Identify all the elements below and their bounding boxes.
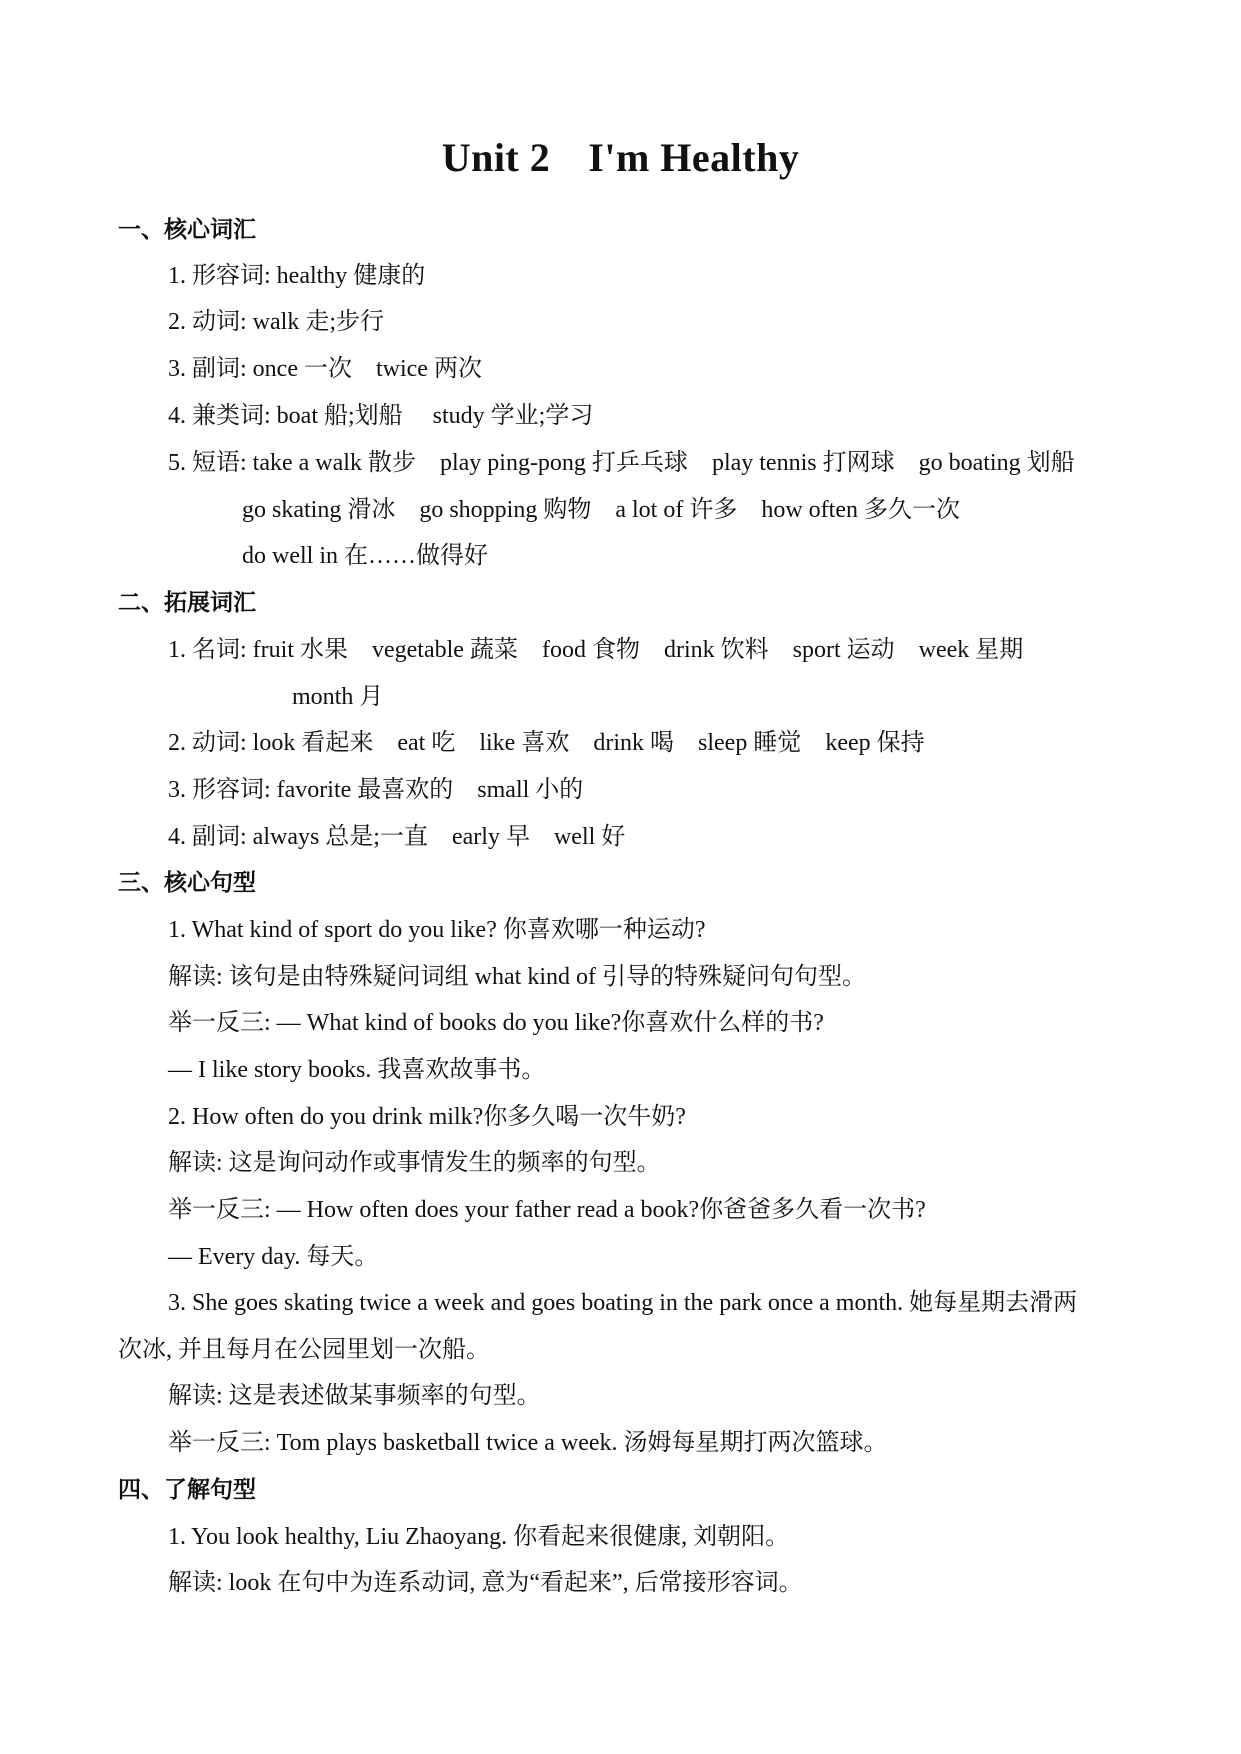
vocab-item: a lot of 许多 (615, 497, 738, 523)
sentence-line: 3. She goes skating twice a week and goes boating in the park once a month. 她每星期去滑两 (168, 1290, 1078, 1316)
vocab-item: sleep 睡觉 (698, 730, 802, 756)
vocab-item: 1. 名词: fruit 水果 (168, 637, 348, 663)
vocab-item: week 星期 (918, 637, 1024, 663)
vocab-item: 2. 动词: look 看起来 (168, 730, 374, 756)
vocab-item: study 学业;学习 (432, 403, 594, 429)
vocab-item: twice 两次 (375, 356, 482, 382)
vocab-line (168, 774, 583, 806)
example-line: 举一反三: Tom plays basketball twice a week. 汤姆每星期打两次篮球。 (168, 1430, 888, 1456)
vocab-line: 1. 形容词: healthy 健康的 (168, 263, 426, 289)
sentence-line-continued: 次冰, 并且每月在公园里划一次船。 (118, 1337, 490, 1363)
title-name: I'm Healthy (588, 135, 800, 180)
section-heading-extended-vocabulary: 二、拓展词汇 (118, 590, 256, 616)
vocab-line (168, 353, 482, 385)
sentence-line: 1. You look healthy, Liu Zhaoyang. 你看起来很健康, 刘朝阳。 (168, 1524, 790, 1550)
vocab-item: go shopping 购物 (419, 497, 592, 523)
vocab-item: 4. 副词: always 总是;一直 (168, 824, 428, 850)
vocab-item: eat 吃 (397, 730, 456, 756)
vocab-item: early 早 (451, 824, 530, 850)
vocab-item: well 好 (553, 824, 626, 850)
vocab-line (168, 634, 1023, 666)
example-line: — I like story books. 我喜欢故事书。 (168, 1057, 546, 1083)
sentence-line: 2. How often do you drink milk?你多久喝一次牛奶? (168, 1104, 686, 1130)
vocab-item: drink 饮料 (663, 637, 769, 663)
explanation-line: 解读: look 在句中为连系动词, 意为“看起来”, 后常接形容词。 (168, 1570, 803, 1596)
vocab-item: play tennis 打网球 (711, 450, 895, 476)
example-line: 举一反三: — What kind of books do you like?你喜欢什么样的书? (168, 1010, 824, 1036)
section-heading-core-sentences: 三、核心句型 (118, 870, 256, 896)
explanation-line: 解读: 这是表述做某事频率的句型。 (168, 1383, 541, 1409)
example-line: — Every day. 每天。 (168, 1244, 379, 1270)
page-title (0, 134, 1241, 181)
vocab-item: how often 多久一次 (761, 497, 960, 523)
example-line: 举一反三: — How often does your father read a book?你爸爸多久看一次书? (168, 1197, 926, 1223)
vocab-item: keep 保持 (825, 730, 925, 756)
vocab-line (168, 447, 1075, 479)
vocab-item: go skating 滑冰 (242, 497, 396, 523)
explanation-line: 解读: 该句是由特殊疑问词组 what kind of 引导的特殊疑问句句型。 (168, 964, 866, 990)
vocab-item: 5. 短语: take a walk 散步 (168, 450, 416, 476)
vocab-item: go boating 划船 (918, 450, 1075, 476)
vocab-item: drink 喝 (593, 730, 674, 756)
sentence-line: 1. What kind of sport do you like? 你喜欢哪一种运动? (168, 917, 706, 943)
section-heading-understand-sentences: 四、了解句型 (118, 1477, 256, 1503)
vocab-item: 3. 副词: once 一次 (168, 356, 352, 382)
vocab-line: do well in 在……做得好 (242, 543, 488, 569)
vocab-line (242, 494, 960, 526)
vocab-item: sport 运动 (792, 637, 895, 663)
explanation-line: 解读: 这是询问动作或事情发生的频率的句型。 (168, 1150, 661, 1176)
vocab-item: food 食物 (541, 637, 640, 663)
vocab-item: vegetable 蔬菜 (372, 637, 518, 663)
vocab-line (168, 821, 625, 853)
vocab-item: small 小的 (477, 777, 584, 803)
vocab-line: 2. 动词: walk 走;步行 (168, 309, 384, 335)
vocab-item: 4. 兼类词: boat 船;划船 (168, 403, 403, 429)
vocab-item: like 喜欢 (479, 730, 570, 756)
vocab-line: month 月 (292, 684, 384, 710)
vocab-item: 3. 形容词: favorite 最喜欢的 (168, 777, 454, 803)
vocab-item: play ping-pong 打乒乓球 (439, 450, 688, 476)
section-heading-core-vocabulary: 一、核心词汇 (118, 217, 256, 243)
vocab-line (168, 400, 593, 432)
title-unit: Unit 2 (441, 135, 551, 180)
vocab-line (168, 727, 925, 759)
